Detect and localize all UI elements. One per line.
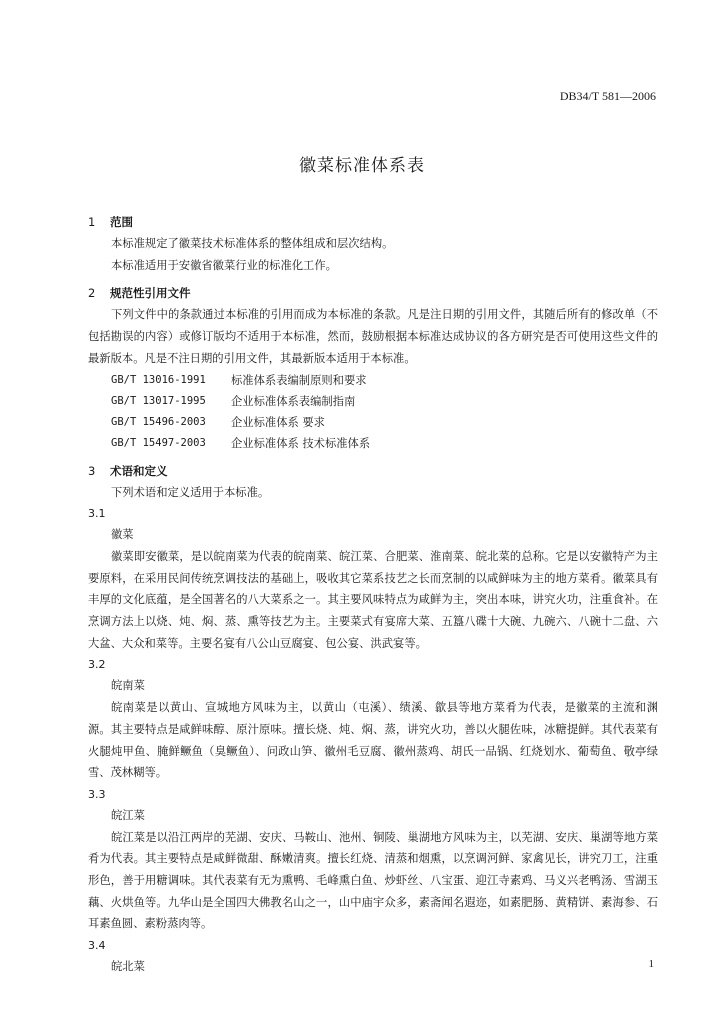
section-title: 规范性引用文件	[110, 286, 191, 301]
section-heading-normative-references	[88, 282, 658, 304]
document-body	[88, 211, 658, 978]
terms-intro: 下列术语和定义适用于本标准。	[111, 485, 270, 499]
term-number: 3.2	[88, 658, 106, 672]
reference-row	[88, 370, 658, 391]
term-definition: 皖江菜是以沿江两岸的芜湖、安庆、马鞍山、池州、铜陵、巢湖地方风味为主，以芜湖、安庆、巢湖等地方菜肴为代表。其主要特点是咸鲜微甜、酥嫩清爽。擅长红烧、清蒸和烟熏，以烹调河鲜、家禽见长，讲究刀工，注重形色，善于用糖调味。其代表菜有无为熏鸭、毛峰熏白鱼、炒虾丝、八宝蛋、迎江寺素鸡、马义兴老鸭汤、雪湖玉藕、火烘鱼等。九华山是全国四大佛教名山之一，山中庙宇众多，素斋闻名遐迩，如素肥肠、黄精饼、素海参、石耳素鱼圆、素粉蒸肉等。	[88, 830, 658, 931]
reference-row	[88, 391, 658, 412]
references-intro: 下列文件中的条款通过本标准的引用而成为本标准的条款。凡是注日期的引用文件，其随后所有的修改单（不包括勘误的内容）或修订版均不适用于本标准，然而，鼓励根据本标准达成协议的各方研究是否可使用这些文件的最新版本。凡是不注日期的引用文件，其最新版本适用于本标准。	[88, 308, 658, 365]
reference-row	[88, 433, 658, 454]
section-number: 1	[88, 215, 96, 229]
reference-title: 企业标准体系 要求	[231, 415, 325, 429]
section-title: 范围	[110, 215, 134, 229]
reference-title: 企业标准体系表编制指南	[231, 394, 356, 408]
scope-line: 本标准适用于安徽省徽菜行业的标准化工作。	[111, 258, 337, 272]
term-definition: 徽菜即安徽菜，是以皖南菜为代表的皖南菜、皖江菜、合肥菜、淮南菜、皖北菜的总称。它是以安徽特产为主要原料，在采用民间传统烹调技法的基础上，吸收其它菜系技艺之长而烹制的以咸鲜味为主的地方菜肴。徽菜具有丰厚的文化底蕴，是全国著名的八大菜系之一。其主要风味特点为咸鲜为主，突出本味，讲究火功，注重食补。在烹调方法上以烧、炖、焖、蒸、熏等技艺为主。主要菜式有宴席大菜、五簋八碟十大碗、九碗六、八碗十二盘、六大盆、大众和菜等。主要名宴有八公山豆腐宴、包公宴、洪武宴等。	[88, 549, 658, 650]
term-name: 皖南菜	[111, 679, 145, 693]
term-name: 皖江菜	[111, 808, 145, 822]
section-heading-terms	[88, 460, 658, 482]
reference-code: GB/T 13016-1991	[111, 373, 206, 386]
reference-code: GB/T 15496-2003	[111, 415, 206, 428]
reference-row	[88, 412, 658, 433]
term-definition: 皖南菜是以黄山、宣城地方风味为主，以黄山（屯溪）、绩溪、歙县等地方菜肴为代表，是徽菜的主流和渊源。其主要特点是咸鲜味醇、原汁原味。擅长烧、炖、焖、蒸，讲究火功，善以火腿佐味，冰糖提鲜。其代表菜有火腿炖甲鱼、腌鲜鳜鱼（臭鳜鱼）、问政山笋、徽州毛豆腐、徽州蒸鸡、胡氏一品锅、红烧划水、葡萄鱼、敬亭绿雪、茂林糊等。	[88, 701, 658, 780]
reference-code: GB/T 15497-2003	[111, 436, 206, 449]
term-number: 3.4	[88, 939, 106, 953]
section-title: 术语和定义	[110, 463, 168, 478]
term-name: 皖北菜	[111, 960, 145, 974]
section-number: 3	[88, 463, 96, 478]
reference-title: 企业标准体系 技术标准体系	[231, 436, 371, 450]
section-number: 2	[88, 286, 96, 301]
page-number: 1	[648, 958, 654, 970]
document-title: 徽菜标准体系表	[299, 156, 425, 176]
term-number: 3.1	[88, 507, 106, 521]
scope-line: 本标准规定了徽菜技术标准体系的整体组成和层次结构。	[111, 237, 394, 250]
section-heading-scope	[88, 211, 658, 233]
reference-title: 标准体系表编制原则和要求	[231, 373, 367, 387]
term-number: 3.3	[88, 787, 106, 801]
term-name: 徽菜	[111, 528, 134, 542]
standard-number: DB34/T 581—2006	[559, 89, 656, 103]
reference-code: GB/T 13017-1995	[111, 394, 206, 407]
